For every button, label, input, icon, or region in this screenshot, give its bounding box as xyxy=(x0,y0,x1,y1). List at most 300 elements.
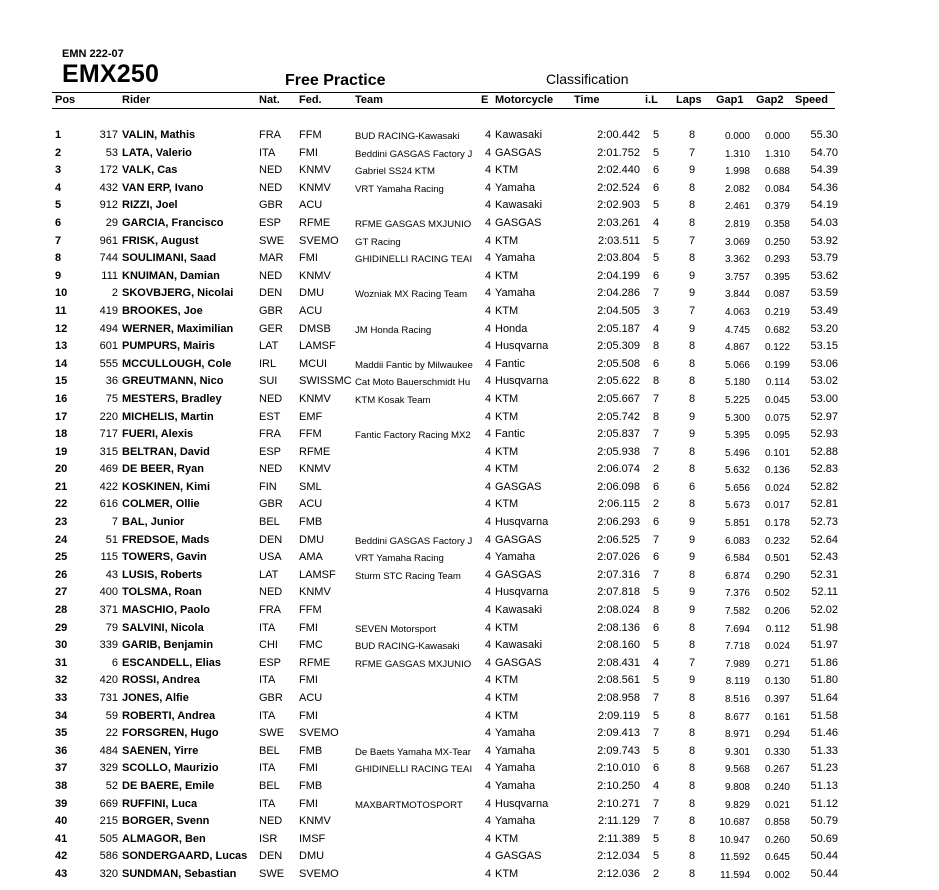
cell-nat: ITA xyxy=(259,674,276,687)
cell-il: 7 xyxy=(652,392,660,405)
cell-pos: 4 xyxy=(55,181,62,194)
cell-pos: 22 xyxy=(55,498,68,511)
cell-nat: ITA xyxy=(259,709,276,722)
table-row xyxy=(0,708,939,726)
cell-il: 8 xyxy=(652,410,660,423)
cell-number: 115 xyxy=(100,551,118,564)
cell-fed: ACU xyxy=(299,692,323,704)
table-row xyxy=(0,778,939,796)
cell-number: 329 xyxy=(99,762,118,775)
cell-time: 2:11.129 xyxy=(597,815,640,828)
cell-number: 75 xyxy=(105,392,118,405)
cell-number: 51 xyxy=(105,533,118,546)
cell-nat: BEL xyxy=(259,516,280,529)
cell-gap1: 2.082 xyxy=(724,183,750,195)
cell-pos: 13 xyxy=(55,340,68,353)
cell-fed: ACU xyxy=(299,498,323,511)
cell-il: 5 xyxy=(652,586,660,599)
cell-motorcycle: Kawasaki xyxy=(495,199,543,212)
cell-nat: ITA xyxy=(259,621,276,634)
cell-team: Maddii Fantic by Milwaukee xyxy=(355,359,473,371)
cell-team: KTM Kosak Team xyxy=(355,394,431,406)
cell-laps: 8 xyxy=(688,639,696,652)
cell-laps: 8 xyxy=(688,762,696,775)
cell-pos: 42 xyxy=(55,850,68,863)
cell-rider: PUMPURS, Mairis xyxy=(122,340,215,353)
table-row xyxy=(0,743,939,761)
classification-label: Classification xyxy=(546,71,629,87)
cell-rider: RUFFINI, Luca xyxy=(122,797,198,810)
cell-e: 4 xyxy=(485,709,492,722)
cell-rider: GARIB, Benjamin xyxy=(122,639,214,652)
cell-e: 4 xyxy=(485,392,492,405)
cell-time: 2:06.293 xyxy=(597,516,640,529)
cell-time: 2:09.743 xyxy=(597,744,640,757)
cell-speed: 52.81 xyxy=(810,498,838,511)
cell-speed: 53.02 xyxy=(810,375,838,388)
cell-number: 422 xyxy=(99,480,118,493)
cell-time: 2:08.431 xyxy=(597,656,640,669)
cell-laps: 8 xyxy=(688,692,696,704)
cell-e: 4 xyxy=(485,357,492,370)
cell-motorcycle: Kawasaki xyxy=(495,129,543,141)
cell-e: 4 xyxy=(485,832,492,845)
cell-gap1: 7.582 xyxy=(724,606,750,618)
cell-motorcycle: Yamaha xyxy=(495,727,536,740)
cell-time: 2:01.752 xyxy=(597,146,640,159)
cell-time: 2:08.160 xyxy=(597,639,640,652)
cell-rider: ROBERTI, Andrea xyxy=(122,709,216,722)
cell-pos: 35 xyxy=(55,727,68,740)
cell-nat: CHI xyxy=(259,639,278,652)
cell-rider: DE BAERE, Emile xyxy=(122,779,215,792)
document-code: EMN 222-07 xyxy=(62,48,124,60)
cell-team: Sturm STC Racing Team xyxy=(355,570,461,582)
cell-gap1: 3.362 xyxy=(724,254,750,266)
cell-team: VRT Yamaha Racing xyxy=(355,553,444,565)
cell-fed: RFME xyxy=(299,445,331,458)
cell-il: 8 xyxy=(652,604,660,617)
cell-team: RFME GASGAS MXJUNIO xyxy=(355,658,472,670)
cell-laps: 9 xyxy=(688,516,696,529)
cell-pos: 41 xyxy=(55,832,68,845)
table-row xyxy=(0,866,939,884)
cell-laps: 9 xyxy=(688,604,696,617)
cell-nat: ITA xyxy=(259,146,276,159)
cell-gap2: 0.087 xyxy=(764,289,790,301)
cell-number: 601 xyxy=(99,340,118,353)
table-row xyxy=(0,690,939,708)
cell-gap1: 5.673 xyxy=(724,500,750,512)
cell-rider: BELTRAN, David xyxy=(122,445,210,458)
cell-number: 555 xyxy=(99,357,118,370)
cell-gap1: 1.310 xyxy=(724,148,750,160)
cell-motorcycle: GASGAS xyxy=(495,216,542,229)
cell-fed: DMU xyxy=(299,533,325,546)
cell-fed: RFME xyxy=(299,216,331,229)
cell-pos: 30 xyxy=(55,639,68,652)
cell-motorcycle: Yamaha xyxy=(495,744,536,757)
cell-e: 4 xyxy=(485,252,492,265)
cell-time: 2:08.958 xyxy=(597,692,640,704)
table-row xyxy=(0,356,939,374)
cell-fed: EMF xyxy=(299,410,323,423)
cell-e: 4 xyxy=(485,639,492,652)
cell-time: 2:09.119 xyxy=(597,709,640,722)
cell-laps: 8 xyxy=(688,357,696,370)
table-row xyxy=(0,162,939,180)
cell-speed: 51.46 xyxy=(810,727,838,740)
cell-gap1: 10.687 xyxy=(719,817,750,829)
cell-time: 2:04.505 xyxy=(597,304,640,317)
cell-speed: 51.80 xyxy=(810,674,838,687)
cell-motorcycle: Husqvarna xyxy=(495,340,549,353)
cell-il: 4 xyxy=(652,216,660,229)
cell-gap2: 0.645 xyxy=(764,852,790,864)
cell-il: 7 xyxy=(652,445,660,458)
cell-gap1: 5.632 xyxy=(724,465,750,477)
cell-fed: FMB xyxy=(299,516,323,529)
cell-e: 4 xyxy=(485,269,492,282)
cell-nat: ESP xyxy=(259,445,282,458)
cell-gap2: 0.358 xyxy=(764,218,790,230)
cell-motorcycle: KTM xyxy=(495,621,519,634)
cell-gap2: 0.206 xyxy=(764,606,790,618)
cell-time: 2:07.316 xyxy=(597,568,640,581)
cell-motorcycle: Yamaha xyxy=(495,252,536,265)
cell-time: 2:04.199 xyxy=(597,269,640,282)
cell-pos: 12 xyxy=(55,322,68,335)
cell-fed: DMU xyxy=(299,287,325,300)
cell-time: 2:03.804 xyxy=(597,252,640,265)
table-row xyxy=(0,285,939,303)
cell-gap1: 5.395 xyxy=(724,430,750,442)
cell-gap1: 8.971 xyxy=(724,729,750,741)
cell-team: De Baets Yamaha MX-Tear xyxy=(355,746,471,758)
cell-motorcycle: KTM xyxy=(495,709,519,722)
cell-speed: 51.58 xyxy=(810,709,838,722)
cell-pos: 27 xyxy=(55,586,68,599)
cell-e: 4 xyxy=(485,375,492,388)
cell-motorcycle: GASGAS xyxy=(495,533,542,546)
cell-gap1: 9.568 xyxy=(724,764,750,776)
cell-number: 79 xyxy=(105,621,118,634)
col-header-rider: Rider xyxy=(122,94,151,106)
cell-laps: 7 xyxy=(688,656,696,669)
cell-number: 2 xyxy=(111,287,118,300)
cell-il: 6 xyxy=(652,181,660,194)
cell-time: 2:03.261 xyxy=(597,216,640,229)
cell-gap2: 0.501 xyxy=(764,553,790,565)
cell-motorcycle: KTM xyxy=(495,867,519,880)
cell-laps: 7 xyxy=(688,234,696,247)
cell-speed: 51.98 xyxy=(810,621,838,634)
cell-il: 2 xyxy=(652,498,660,511)
col-header-nat: Nat. xyxy=(259,94,280,106)
cell-fed: FMB xyxy=(299,744,323,757)
cell-speed: 53.79 xyxy=(810,252,838,265)
cell-laps: 8 xyxy=(688,498,696,511)
cell-e: 4 xyxy=(485,216,492,229)
cell-fed: FFM xyxy=(299,129,322,141)
cell-e: 4 xyxy=(485,551,492,564)
cell-rider: GARCIA, Francisco xyxy=(122,216,224,229)
cell-il: 5 xyxy=(652,234,660,247)
cell-time: 2:02.903 xyxy=(597,199,640,212)
cell-e: 4 xyxy=(485,181,492,194)
cell-motorcycle: KTM xyxy=(495,692,519,704)
cell-rider: KNUIMAN, Damian xyxy=(122,269,220,282)
cell-speed: 52.97 xyxy=(810,410,838,423)
cell-e: 4 xyxy=(485,674,492,687)
table-row xyxy=(0,584,939,602)
cell-rider: FRISK, August xyxy=(122,234,199,247)
table-row xyxy=(0,532,939,550)
table-row xyxy=(0,549,939,567)
cell-number: 215 xyxy=(99,815,118,828)
cell-time: 2:08.561 xyxy=(597,674,640,687)
cell-il: 5 xyxy=(652,709,660,722)
col-header-speed: Speed xyxy=(795,94,829,106)
cell-e: 4 xyxy=(485,287,492,300)
cell-laps: 8 xyxy=(688,727,696,740)
cell-rider: VALK, Cas xyxy=(122,164,178,177)
cell-pos: 19 xyxy=(55,445,68,458)
cell-nat: NED xyxy=(259,392,283,405)
col-header-team: Team xyxy=(355,94,383,106)
cell-speed: 53.15 xyxy=(810,340,838,353)
cell-team: MAXBARTMOTOSPORT xyxy=(355,799,463,811)
cell-laps: 8 xyxy=(688,445,696,458)
cell-nat: BEL xyxy=(259,779,280,792)
session-title: Free Practice xyxy=(285,72,386,89)
cell-number: 432 xyxy=(99,181,118,194)
cell-nat: DEN xyxy=(259,850,283,863)
cell-il: 7 xyxy=(652,568,660,581)
cell-nat: SUI xyxy=(259,375,278,388)
cell-pos: 10 xyxy=(55,287,68,300)
cell-il: 5 xyxy=(652,639,660,652)
cell-fed: KNMV xyxy=(299,392,331,405)
cell-motorcycle: Husqvarna xyxy=(495,586,549,599)
cell-e: 4 xyxy=(485,533,492,546)
cell-fed: FMB xyxy=(299,779,323,792)
cell-gap2: 0.290 xyxy=(764,570,790,582)
cell-laps: 8 xyxy=(688,832,696,845)
cell-il: 6 xyxy=(652,551,660,564)
cell-speed: 55.30 xyxy=(810,129,838,141)
cell-e: 4 xyxy=(485,568,492,581)
cell-e: 4 xyxy=(485,727,492,740)
cell-time: 2:10.271 xyxy=(597,797,640,810)
cell-e: 4 xyxy=(485,463,492,476)
cell-e: 4 xyxy=(485,692,492,704)
cell-team: JM Honda Racing xyxy=(355,324,432,336)
cell-il: 2 xyxy=(652,867,660,880)
table-row xyxy=(0,672,939,690)
cell-motorcycle: GASGAS xyxy=(495,850,542,863)
cell-number: 469 xyxy=(99,463,118,476)
cell-motorcycle: KTM xyxy=(495,445,519,458)
cell-nat: DEN xyxy=(259,287,283,300)
cell-time: 2:05.938 xyxy=(597,445,640,458)
cell-gap1: 7.694 xyxy=(724,623,750,635)
table-row xyxy=(0,796,939,814)
cell-motorcycle: KTM xyxy=(495,674,519,687)
cell-speed: 51.13 xyxy=(810,779,838,792)
cell-gap2: 0.095 xyxy=(764,430,790,442)
cell-speed: 51.64 xyxy=(810,692,838,704)
cell-number: 731 xyxy=(99,692,118,704)
cell-gap1: 8.119 xyxy=(725,676,750,688)
cell-fed: RFME xyxy=(299,656,331,669)
cell-motorcycle: Kawasaki xyxy=(495,639,543,652)
cell-gap1: 6.584 xyxy=(724,553,750,565)
cell-motorcycle: Husqvarna xyxy=(495,797,549,810)
table-row xyxy=(0,426,939,444)
cell-nat: GBR xyxy=(259,304,283,317)
cell-gap1: 3.757 xyxy=(724,271,750,283)
cell-number: 6 xyxy=(111,656,118,669)
table-row xyxy=(0,655,939,673)
cell-fed: FMI xyxy=(299,762,318,775)
cell-nat: GBR xyxy=(259,498,283,511)
cell-e: 4 xyxy=(485,304,492,317)
cell-pos: 23 xyxy=(55,516,68,529)
cell-number: 339 xyxy=(99,639,118,652)
cell-time: 2:11.389 xyxy=(597,832,640,845)
cell-e: 4 xyxy=(485,199,492,212)
cell-gap2: 0.000 xyxy=(764,131,790,142)
cell-motorcycle: Husqvarna xyxy=(495,516,549,529)
cell-e: 4 xyxy=(485,234,492,247)
cell-laps: 8 xyxy=(688,709,696,722)
cell-gap1: 11.594 xyxy=(720,869,750,881)
cell-rider: SALVINI, Nicola xyxy=(122,621,204,634)
cell-rider: SONDERGAARD, Lucas xyxy=(122,850,248,863)
cell-motorcycle: KTM xyxy=(495,498,519,511)
cell-laps: 8 xyxy=(688,181,696,194)
cell-number: 669 xyxy=(99,797,118,810)
cell-time: 2:05.837 xyxy=(597,428,640,441)
cell-nat: NED xyxy=(259,164,283,177)
cell-rider: BAL, Junior xyxy=(122,516,185,529)
cell-pos: 36 xyxy=(55,744,68,757)
cell-pos: 26 xyxy=(55,568,68,581)
cell-rider: ROSSI, Andrea xyxy=(122,674,200,687)
cell-rider: MASCHIO, Paolo xyxy=(122,604,211,617)
table-row xyxy=(0,180,939,198)
cell-gap2: 0.045 xyxy=(764,394,790,406)
cell-pos: 24 xyxy=(55,533,68,546)
cell-gap1: 5.066 xyxy=(724,359,750,371)
col-header-time: Time xyxy=(574,94,600,106)
col-header-pos: Pos xyxy=(55,94,76,106)
col-header-il: i.L xyxy=(645,94,658,106)
cell-number: 371 xyxy=(99,604,118,617)
cell-e: 4 xyxy=(485,779,492,792)
cell-time: 2:10.250 xyxy=(597,779,640,792)
table-row xyxy=(0,848,939,866)
cell-gap1: 5.225 xyxy=(724,394,750,406)
cell-number: 43 xyxy=(105,568,118,581)
cell-gap1: 2.819 xyxy=(724,218,750,230)
cell-nat: ITA xyxy=(259,797,276,810)
cell-gap1: 5.851 xyxy=(724,518,750,530)
cell-number: 717 xyxy=(99,428,118,441)
cell-time: 2:07.026 xyxy=(597,551,640,564)
cell-pos: 39 xyxy=(55,797,68,810)
cell-fed: KNMV xyxy=(299,815,331,828)
cell-time: 2:02.524 xyxy=(597,181,640,194)
cell-speed: 54.36 xyxy=(810,181,838,194)
cell-rider: SOULIMANI, Saad xyxy=(122,252,217,265)
cell-gap2: 0.101 xyxy=(764,447,790,459)
cell-team: VRT Yamaha Racing xyxy=(355,183,444,195)
cell-gap2: 0.293 xyxy=(764,254,790,266)
table-row xyxy=(0,725,939,743)
cell-il: 6 xyxy=(652,269,660,282)
cell-laps: 6 xyxy=(688,480,696,493)
cell-rider: TOLSMA, Roan xyxy=(122,586,202,599)
cell-e: 4 xyxy=(485,164,492,177)
cell-laps: 9 xyxy=(688,269,696,282)
col-header-fed: Fed. xyxy=(299,94,322,106)
cell-il: 6 xyxy=(652,357,660,370)
cell-motorcycle: GASGAS xyxy=(495,146,542,159)
cell-laps: 8 xyxy=(688,340,696,353)
table-row xyxy=(0,831,939,849)
cell-e: 4 xyxy=(485,410,492,423)
cell-fed: FMI xyxy=(299,674,318,687)
table-row xyxy=(0,215,939,233)
cell-time: 2:05.187 xyxy=(597,322,640,335)
cell-laps: 8 xyxy=(688,375,696,388)
cell-nat: NED xyxy=(259,181,283,194)
cell-number: 59 xyxy=(105,709,118,722)
cell-pos: 40 xyxy=(55,815,68,828)
cell-il: 5 xyxy=(652,146,660,159)
cell-gap1: 0.000 xyxy=(724,131,750,142)
cell-gap1: 9.808 xyxy=(724,781,750,793)
cell-gap1: 6.874 xyxy=(724,570,750,582)
col-header-gap2: Gap2 xyxy=(756,94,784,106)
cell-rider: VAN ERP, Ivano xyxy=(122,181,204,194)
cell-team: RFME GASGAS MXJUNIO xyxy=(355,218,472,230)
cell-gap2: 0.122 xyxy=(764,342,790,354)
cell-rider: LATA, Valerio xyxy=(122,146,192,159)
cell-gap2: 0.178 xyxy=(764,518,790,530)
cell-rider: MCCULLOUGH, Cole xyxy=(122,357,232,370)
cell-nat: LAT xyxy=(259,568,279,581)
cell-il: 7 xyxy=(652,797,660,810)
cell-laps: 8 xyxy=(688,252,696,265)
cell-team: GT Racing xyxy=(355,236,401,248)
cell-rider: VALIN, Mathis xyxy=(122,129,196,141)
cell-motorcycle: Kawasaki xyxy=(495,604,543,617)
cell-time: 2:05.667 xyxy=(597,392,640,405)
cell-fed: IMSF xyxy=(299,832,326,845)
cell-speed: 53.62 xyxy=(810,269,838,282)
cell-fed: FMI xyxy=(299,146,318,159)
cell-fed: MCUI xyxy=(299,357,328,370)
cell-e: 4 xyxy=(485,428,492,441)
cell-speed: 53.06 xyxy=(810,357,838,370)
cell-e: 4 xyxy=(485,322,492,335)
cell-speed: 53.00 xyxy=(810,392,838,405)
cell-il: 6 xyxy=(652,516,660,529)
table-row xyxy=(0,461,939,479)
